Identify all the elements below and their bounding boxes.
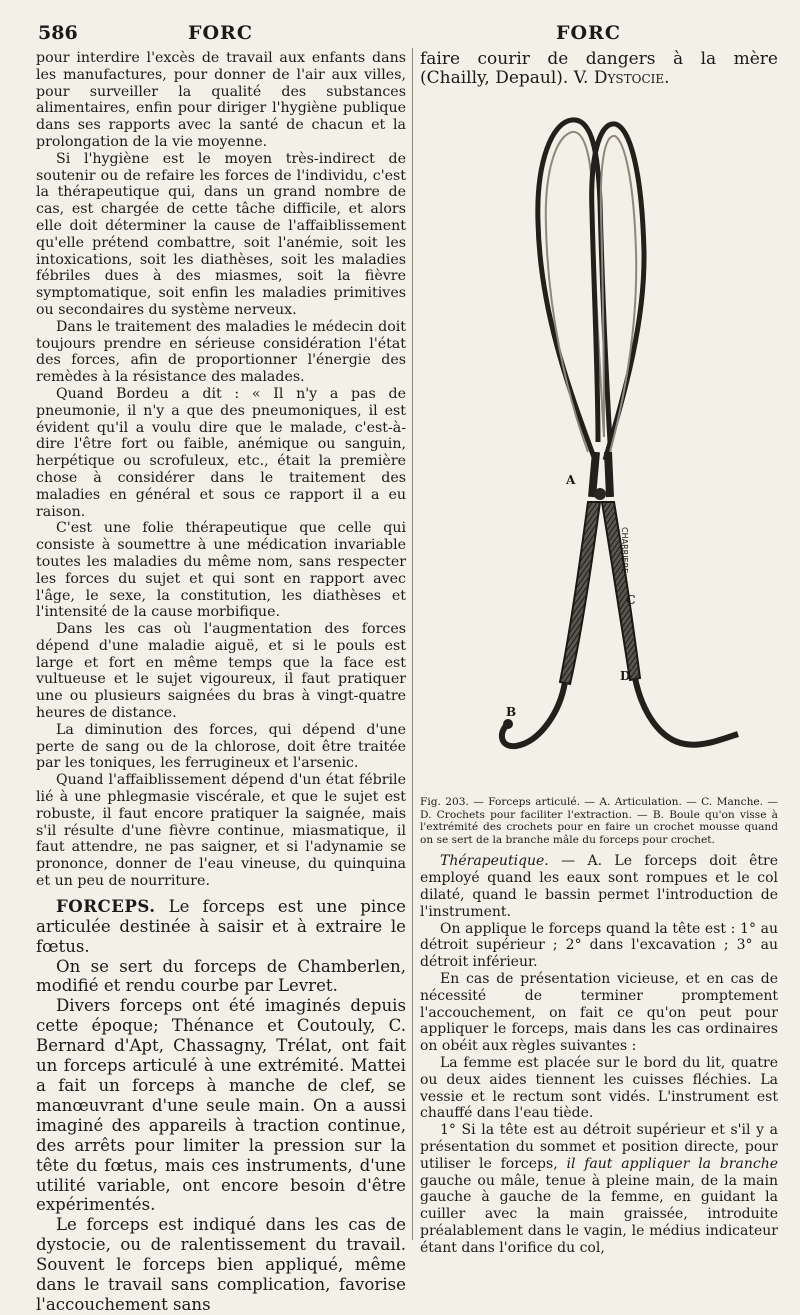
page-header — [0, 22, 800, 52]
paragraph: C'est une folie thérapeutique que celle qui consiste à soumettre à une médication invariable toutes les maladies du même nom, sans respecter les forces du sujet et qui sont en rapport avec l'âge, le sexe, la constitution, les diathèses et l'intensité de la cause morbifique. — [36, 520, 406, 621]
label-c: C — [626, 593, 636, 607]
paragraph: Si l'hygiène est le moyen très-indirect de soutenir ou de refaire les forces de l'individu, c'est la thérapeutique qui, dans un grand nombre de cas, est chargée de cette tâche difficile, et alors elle doit déterminer la cause de l'affaiblissement qu'elle prétend combattre, soit l'anémie, soit les intoxications, soit les diathèses, soit les maladies fébriles dues à des miasmes, soit la fièvre symptomatique, soit enfin les maladies primitives ou secondaires du système nerveux. — [36, 150, 406, 318]
paragraph: Dans le traitement des maladies le médecin doit toujours prendre en sérieuse considération l'état des forces, afin de proportionner l'énergie des remèdes à la résistance des malades. — [36, 318, 406, 386]
left-column — [36, 50, 406, 1315]
label-b: B — [506, 705, 517, 719]
paragraph: 1° Si la tête est au détroit supérieur et s'il y a présentation du sommet et position directe, pour utiliser le forceps, il faut appliquer la branche gauche ou mâle, tenue à pleine main, de la main gauche à gauche de la femme, en guidant la cuiller avec la main graissée, introduite préalablement dans le vagin, le médius indicateur étant dans l'orifice du col, — [420, 1122, 778, 1256]
paragraph: Le forceps est indiqué dans les cas de dystocie, ou de ralentissement du travail. Souvent le forceps bien appliqué, même dans le travail sans complication, favorise l'accouchement sans — [36, 1215, 406, 1314]
label-a: A — [566, 473, 576, 487]
forceps-figure — [420, 92, 778, 792]
paragraph: Quand Bordeu a dit : « Il n'y a pas de pneumonie, il n'y a que des pneumoniques, il est évident qu'il a voulu dire que le malade, c'est-à-dire l'être fort ou faible, anémique ou sanguin, herpétique ou scrofuleux, etc., était la première chose à considérer dans le traitement des maladies en général et sous ce rapport il a eu raison. — [36, 385, 406, 520]
page-number: 586 — [38, 22, 78, 44]
hook-right — [635, 678, 738, 745]
paragraph: Dans les cas où l'augmentation des forces dépend d'une maladie aiguë, et si le pouls est large et fort en même temps que la face est vultueuse et le sujet vigoureux, il faut pratiquer une ou plusieurs saignées du bras à vingt-quatre heures de distance. — [36, 621, 406, 722]
forceps-illustration — [420, 92, 778, 792]
label-d: D — [620, 669, 631, 683]
running-head-right: FORC — [556, 22, 621, 44]
paragraph: pour interdire l'excès de travail aux enfants dans les manufactures, pour donner de l'air aux villes, pour surveiller la qualité des substances alimentaires, enfin pour diriger l'hygiène publique dans ses rapports avec la santé de chacun et la prolongation de la vie moyenne. — [36, 50, 406, 150]
right-column — [420, 50, 778, 1257]
paragraph: On se sert du forceps de Chamberlen, modifié et rendu courbe par Levret. — [36, 956, 406, 996]
paragraph: On applique le forceps quand la tête est : 1° au détroit supérieur ; 2° dans l'excavation ; 3° au détroit inférieur. — [420, 920, 778, 971]
column-rule — [412, 48, 413, 1240]
paragraph: La femme est placée sur le bord du lit, quatre ou deux aides tiennent les cuisses fléchies. La vessie et le rectum sont vidés. L'instrument est chauffé dans l'eau tiède. — [420, 1054, 778, 1122]
paragraph: En cas de présentation vicieuse, et en cas de nécessité de terminer promptement l'accouchement, on fait ce qu'on peut pour appliquer le forceps, mais dans les cas ordinaires on obéit aux règles suivantes : — [420, 970, 778, 1055]
articulation-pivot — [594, 488, 606, 500]
running-head-left: FORC — [188, 22, 253, 44]
handle-left — [560, 502, 600, 684]
forceps-entry — [36, 897, 406, 957]
figure-caption: Fig. 203. — Forceps articulé. — A. Articulation. — C. Manche. — D. Crochets pour faciliter l'extraction. — B. Boule qu'on visse à l'extrémité des crochets pour en faire un crochet mousse quand on se sert de la branche mâle du forceps pour crochet. — [420, 796, 778, 846]
paragraph: Divers forceps ont été imaginés depuis cette époque; Thénance et Coutouly, C. Bernard d'Apt, Chassagny, Trélat, ont fait un forceps articulé à une extrémité. Mattei a fait un forceps à manche de clef, se manœuvrant d'une seule main. On a aussi imaginé des appareils à traction continue, des arrêts pour limiter la pression sur la tête du fœtus, mais ces instruments, d'une utilité variable, ont encore besoin d'être expérimentés. — [36, 996, 406, 1215]
entry-headword: FORCEPS. — [56, 895, 156, 916]
continued-paragraph: faire courir de dangers à la mère (Chailly, Depaul). V. Dystocie. — [420, 49, 778, 88]
cross-reference: Dystocie. — [593, 68, 670, 88]
paragraph: Quand l'affaiblissement dépend d'un état fébrile lié à une phlegmasie viscérale, et que le sujet est robuste, il faut encore pratiquer la saignée, mais s'il résulte d'une fièvre continue, miasmatique, il faut attendre, ne pas saigner, et si l'adynamie se prononce, donner de l'eau vineuse, du quinquina et un peu de nourriture. — [36, 772, 406, 890]
maker-mark: CHARRIERE — [620, 527, 629, 574]
entry-definition: Le forceps est une pince articulée destinée à saisir et à extraire le fœtus. — [36, 896, 406, 956]
section-label: Thérapeutique. — [440, 853, 549, 870]
paragraph: La diminution des forces, qui dépend d'une perte de sang ou de la chlorose, doit être traitée par les toniques, les ferrugineux et l'arsenic. — [36, 721, 406, 772]
therapeutique-paragraph: Thérapeutique. — A. Le forceps doit être employé quand les eaux sont rompues et le col dilaté, quand le bassin permet l'introduction de l'instrument. — [420, 853, 778, 920]
